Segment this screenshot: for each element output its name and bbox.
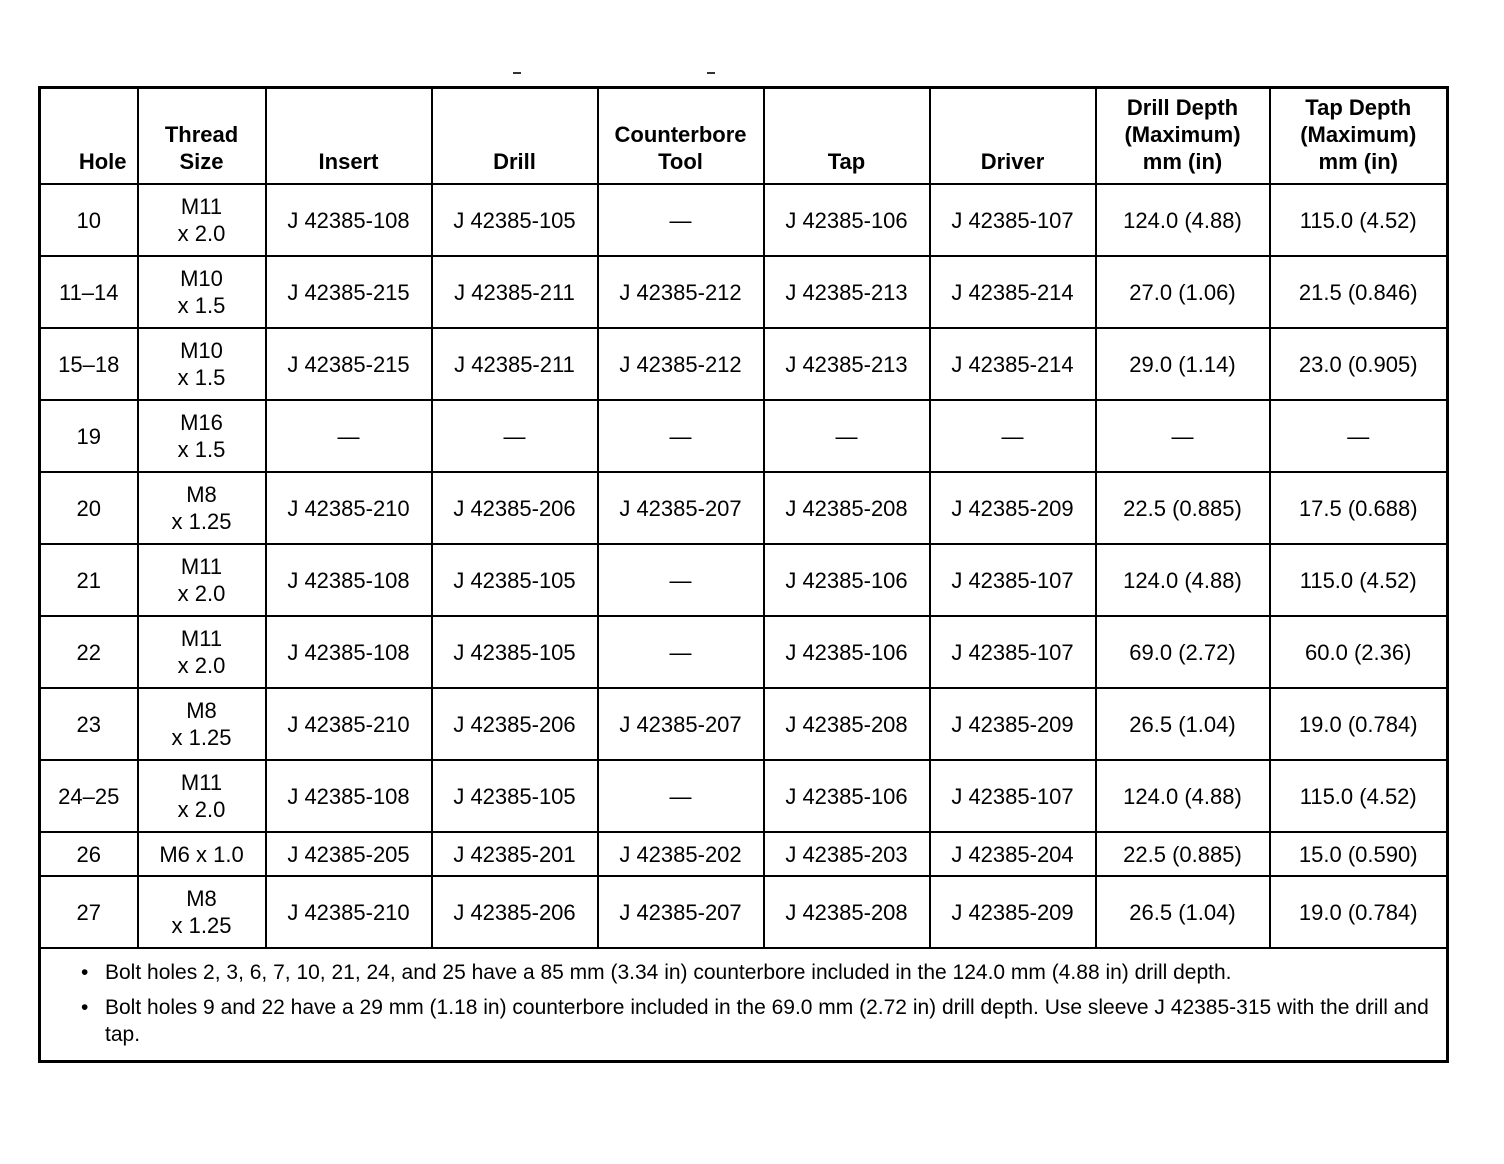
cell-tap-depth: 115.0 (4.52) (1270, 760, 1448, 832)
cell-drill: J 42385-211 (432, 256, 598, 328)
header-counterbore-tool (598, 88, 764, 185)
header-tap-depth (1270, 88, 1448, 185)
scan-mark (707, 72, 715, 74)
cell-driver: J 42385-214 (930, 328, 1096, 400)
cell-insert: J 42385-205 (266, 832, 432, 876)
cell-tap: J 42385-208 (764, 688, 930, 760)
cell-thread-size (138, 760, 266, 832)
cell-driver: J 42385-209 (930, 688, 1096, 760)
cell-insert: J 42385-108 (266, 616, 432, 688)
cell-hole: 23 (40, 688, 138, 760)
table-row (40, 400, 1448, 472)
table-row (40, 256, 1448, 328)
cell-insert: J 42385-108 (266, 184, 432, 256)
thread-line: x 2.0 (177, 581, 226, 606)
header-line: Counterbore (614, 122, 747, 147)
cell-tap-depth: 15.0 (0.590) (1270, 832, 1448, 876)
thread-line: x 1.25 (171, 725, 232, 750)
thread-line: x 1.25 (171, 913, 232, 938)
table-row (40, 688, 1448, 760)
cell-driver: J 42385-107 (930, 760, 1096, 832)
cell-tap: J 42385-106 (764, 760, 930, 832)
cell-drill-depth: 124.0 (4.88) (1096, 184, 1270, 256)
thread-line: M6 x 1.0 (159, 841, 244, 867)
notes-row (40, 948, 1448, 1062)
cell-counterbore-tool: J 42385-212 (598, 328, 764, 400)
cell-tap-depth: 60.0 (2.36) (1270, 616, 1448, 688)
cell-tap-depth: 115.0 (4.52) (1270, 544, 1448, 616)
note-item (81, 959, 1430, 986)
table-row (40, 876, 1448, 948)
cell-thread-size (138, 544, 266, 616)
table-row (40, 184, 1448, 256)
cell-counterbore-tool: — (598, 184, 764, 256)
table-row (40, 832, 1448, 876)
thread-line: x 2.0 (177, 221, 226, 246)
cell-driver: J 42385-107 (930, 184, 1096, 256)
cell-driver: J 42385-209 (930, 876, 1096, 948)
cell-driver: J 42385-214 (930, 256, 1096, 328)
thread-line: M10 (180, 338, 223, 363)
cell-tap-depth: 115.0 (4.52) (1270, 184, 1448, 256)
cell-driver: J 42385-107 (930, 616, 1096, 688)
cell-thread-size (138, 400, 266, 472)
thread-line: M10 (180, 266, 223, 291)
header-tap: Tap (764, 88, 930, 185)
cell-tap: J 42385-213 (764, 256, 930, 328)
cell-drill: J 42385-105 (432, 616, 598, 688)
cell-drill: J 42385-206 (432, 688, 598, 760)
cell-hole: 15–18 (40, 328, 138, 400)
cell-drill-depth: 69.0 (2.72) (1096, 616, 1270, 688)
cell-drill-depth: 22.5 (0.885) (1096, 472, 1270, 544)
cell-tap-depth: 19.0 (0.784) (1270, 688, 1448, 760)
cell-counterbore-tool: J 42385-207 (598, 472, 764, 544)
cell-drill-depth: 29.0 (1.14) (1096, 328, 1270, 400)
thread-line: M11 (180, 770, 223, 795)
cell-drill: J 42385-201 (432, 832, 598, 876)
header-line: (Maximum) (1300, 122, 1417, 147)
thread-line: M11 (180, 626, 223, 651)
cell-tap-depth: 21.5 (0.846) (1270, 256, 1448, 328)
cell-drill-depth: 124.0 (4.88) (1096, 544, 1270, 616)
cell-drill-depth: 27.0 (1.06) (1096, 256, 1270, 328)
cell-thread-size (138, 832, 266, 876)
cell-hole: 27 (40, 876, 138, 948)
cell-tap: J 42385-203 (764, 832, 930, 876)
cell-tap-depth: 19.0 (0.784) (1270, 876, 1448, 948)
cell-driver: J 42385-107 (930, 544, 1096, 616)
cell-insert: J 42385-210 (266, 472, 432, 544)
table-row (40, 760, 1448, 832)
header-line: Thread (164, 122, 239, 147)
cell-hole: 20 (40, 472, 138, 544)
header-line: mm (in) (1142, 149, 1223, 174)
thread-line: M8 (186, 698, 217, 723)
header-drill-depth (1096, 88, 1270, 185)
cell-tap-depth: 17.5 (0.688) (1270, 472, 1448, 544)
cell-driver: J 42385-204 (930, 832, 1096, 876)
cell-counterbore-tool: J 42385-202 (598, 832, 764, 876)
cell-counterbore-tool: — (598, 616, 764, 688)
cell-hole: 10 (40, 184, 138, 256)
thread-line: M8 (186, 886, 217, 911)
header-line: Drill Depth (1126, 95, 1239, 120)
cell-insert: J 42385-108 (266, 544, 432, 616)
cell-thread-size (138, 616, 266, 688)
cell-counterbore-tool: J 42385-212 (598, 256, 764, 328)
header-insert: Insert (266, 88, 432, 185)
note-text: Bolt holes 2, 3, 6, 7, 10, 21, 24, and 25 have a 85 mm (3.34 in) counterbore included in the 124.0 mm (4.88 in) drill depth. (105, 961, 1232, 984)
table-row (40, 544, 1448, 616)
cell-counterbore-tool: J 42385-207 (598, 688, 764, 760)
cell-drill-depth: 22.5 (0.885) (1096, 832, 1270, 876)
cell-hole: 22 (40, 616, 138, 688)
cell-hole: 24–25 (40, 760, 138, 832)
thread-line: x 1.25 (171, 509, 232, 534)
table-row (40, 472, 1448, 544)
cell-hole: 26 (40, 832, 138, 876)
cell-tap: J 42385-106 (764, 544, 930, 616)
cell-tap: J 42385-208 (764, 876, 930, 948)
cell-thread-size (138, 328, 266, 400)
thread-line: x 1.5 (177, 365, 226, 390)
header-driver: Driver (930, 88, 1096, 185)
cell-insert: J 42385-108 (266, 760, 432, 832)
tool-spec-table (38, 86, 1449, 1063)
cell-tap-depth: 23.0 (0.905) (1270, 328, 1448, 400)
cell-drill: — (432, 400, 598, 472)
cell-drill-depth: 26.5 (1.04) (1096, 876, 1270, 948)
header-thread-size (138, 88, 266, 185)
thread-line: x 2.0 (177, 797, 226, 822)
thread-line: M8 (186, 482, 217, 507)
cell-thread-size (138, 876, 266, 948)
cell-tap: J 42385-208 (764, 472, 930, 544)
header-line: Tap Depth (1305, 95, 1412, 120)
header-line: Tool (658, 149, 703, 174)
cell-insert: J 42385-210 (266, 876, 432, 948)
note-item (81, 994, 1430, 1048)
cell-insert: J 42385-210 (266, 688, 432, 760)
cell-drill: J 42385-211 (432, 328, 598, 400)
cell-insert: — (266, 400, 432, 472)
cell-counterbore-tool: J 42385-207 (598, 876, 764, 948)
bullet-icon: • (81, 996, 89, 1019)
cell-tap: J 42385-106 (764, 616, 930, 688)
note-text: Bolt holes 9 and 22 have a 29 mm (1.18 in) counterbore included in the 69.0 mm (2.72 in) drill depth. Use sleeve J 42385-315 with the drill and tap. (105, 996, 1429, 1046)
header-hole: Hole (40, 88, 138, 185)
cell-tap-depth: — (1270, 400, 1448, 472)
cell-hole: 11–14 (40, 256, 138, 328)
thread-line: M11 (180, 194, 223, 219)
cell-thread-size (138, 688, 266, 760)
cell-counterbore-tool: — (598, 400, 764, 472)
header-line: (Maximum) (1124, 122, 1241, 147)
cell-drill-depth: 124.0 (4.88) (1096, 760, 1270, 832)
cell-counterbore-tool: — (598, 760, 764, 832)
cell-tap: J 42385-213 (764, 328, 930, 400)
cell-tap: J 42385-106 (764, 184, 930, 256)
cell-insert: J 42385-215 (266, 328, 432, 400)
cell-hole: 19 (40, 400, 138, 472)
cell-drill: J 42385-105 (432, 760, 598, 832)
header-line: Size (179, 149, 224, 174)
thread-line: x 2.0 (177, 653, 226, 678)
cell-counterbore-tool: — (598, 544, 764, 616)
cell-hole: 21 (40, 544, 138, 616)
header-line: mm (in) (1318, 149, 1398, 174)
scan-mark (513, 72, 521, 74)
table-row (40, 328, 1448, 400)
cell-drill-depth: 26.5 (1.04) (1096, 688, 1270, 760)
thread-line: x 1.5 (177, 293, 226, 318)
cell-thread-size (138, 472, 266, 544)
cell-drill: J 42385-105 (432, 184, 598, 256)
cell-insert: J 42385-215 (266, 256, 432, 328)
thread-line: M16 (180, 410, 223, 435)
cell-driver: — (930, 400, 1096, 472)
cell-drill-depth: — (1096, 400, 1270, 472)
cell-drill: J 42385-206 (432, 876, 598, 948)
cell-thread-size (138, 184, 266, 256)
cell-thread-size (138, 256, 266, 328)
header-drill: Drill (432, 88, 598, 185)
cell-drill: J 42385-105 (432, 544, 598, 616)
cell-driver: J 42385-209 (930, 472, 1096, 544)
thread-line: M11 (180, 554, 223, 579)
table-header (40, 88, 1448, 185)
cell-tap: — (764, 400, 930, 472)
table-row (40, 616, 1448, 688)
notes-cell (40, 948, 1448, 1062)
cell-drill: J 42385-206 (432, 472, 598, 544)
bullet-icon: • (81, 961, 89, 984)
thread-line: x 1.5 (177, 437, 226, 462)
table-body (40, 184, 1448, 948)
